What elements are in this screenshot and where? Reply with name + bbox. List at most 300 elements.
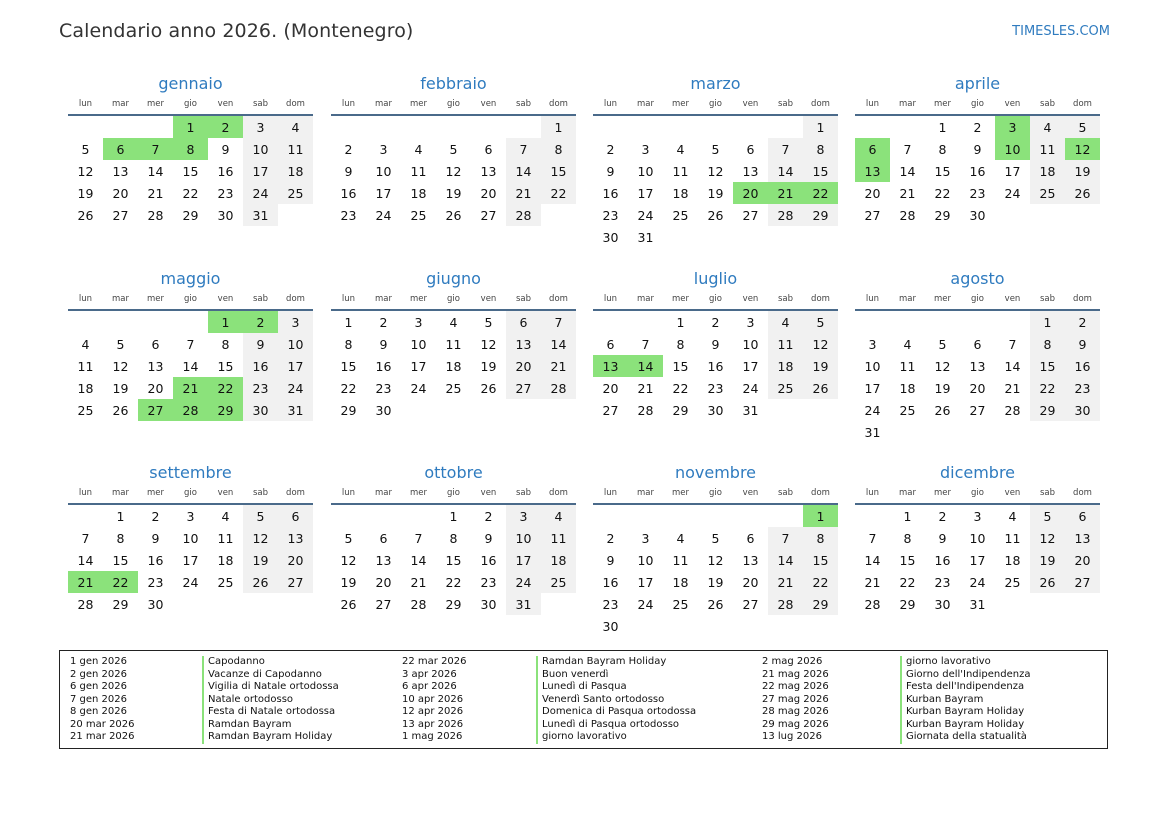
day-cell[interactable]: 20 xyxy=(602,380,619,396)
day-cell[interactable]: 7 xyxy=(506,138,541,160)
day-cell[interactable]: 27 xyxy=(138,399,173,421)
day-cell[interactable]: 5 xyxy=(938,336,947,352)
day-cell[interactable]: 2 xyxy=(344,141,353,157)
day-cell[interactable]: 24 xyxy=(410,380,427,396)
day-cell[interactable]: 18 xyxy=(672,185,689,201)
day-cell[interactable]: 7 xyxy=(868,530,877,546)
day-cell[interactable]: 26 xyxy=(112,402,129,418)
day-cell[interactable]: 25 xyxy=(217,574,234,590)
day-cell[interactable]: 23 xyxy=(375,380,392,396)
day-cell[interactable]: 27 xyxy=(602,402,619,418)
day-cell[interactable]: 14 xyxy=(182,358,199,374)
day-cell[interactable]: 3 xyxy=(506,504,541,527)
day-cell[interactable]: 20 xyxy=(112,185,129,201)
day-cell[interactable]: 8 xyxy=(1030,333,1065,355)
day-cell[interactable]: 23 xyxy=(217,185,234,201)
day-cell[interactable]: 23 xyxy=(480,574,497,590)
day-cell[interactable]: 5 xyxy=(1065,115,1100,138)
day-cell[interactable]: 16 xyxy=(147,552,164,568)
day-cell[interactable]: 31 xyxy=(506,593,541,615)
day-cell[interactable]: 12 xyxy=(707,552,724,568)
day-cell[interactable]: 10 xyxy=(995,138,1030,160)
day-cell[interactable]: 20 xyxy=(733,182,768,204)
day-cell[interactable]: 2 xyxy=(379,314,388,330)
day-cell[interactable]: 28 xyxy=(768,204,803,226)
day-cell[interactable]: 27 xyxy=(742,207,759,223)
day-cell[interactable]: 27 xyxy=(864,207,881,223)
day-cell[interactable]: 23 xyxy=(340,207,357,223)
day-cell[interactable]: 23 xyxy=(934,574,951,590)
day-cell[interactable]: 27 xyxy=(742,596,759,612)
day-cell[interactable]: 30 xyxy=(480,596,497,612)
day-cell[interactable]: 10 xyxy=(864,358,881,374)
day-cell[interactable]: 31 xyxy=(864,424,881,440)
day-cell[interactable]: 12 xyxy=(1030,527,1065,549)
day-cell[interactable]: 8 xyxy=(803,527,838,549)
day-cell[interactable]: 15 xyxy=(112,552,129,568)
day-cell[interactable]: 4 xyxy=(278,115,313,138)
day-cell[interactable]: 16 xyxy=(934,552,951,568)
day-cell[interactable]: 31 xyxy=(969,596,986,612)
day-cell[interactable]: 23 xyxy=(243,377,278,399)
day-cell[interactable]: 20 xyxy=(147,380,164,396)
day-cell[interactable]: 22 xyxy=(934,185,951,201)
day-cell[interactable]: 14 xyxy=(77,552,94,568)
day-cell[interactable]: 19 xyxy=(480,358,497,374)
day-cell[interactable]: 12 xyxy=(340,552,357,568)
day-cell[interactable]: 11 xyxy=(541,527,576,549)
day-cell[interactable]: 15 xyxy=(899,552,916,568)
day-cell[interactable]: 23 xyxy=(602,596,619,612)
day-cell[interactable]: 21 xyxy=(68,571,103,593)
day-cell[interactable]: 15 xyxy=(445,552,462,568)
day-cell[interactable]: 25 xyxy=(768,377,803,399)
day-cell[interactable]: 20 xyxy=(375,574,392,590)
day-cell[interactable]: 21 xyxy=(410,574,427,590)
day-cell[interactable]: 25 xyxy=(541,571,576,593)
day-cell[interactable]: 18 xyxy=(899,380,916,396)
day-cell[interactable]: 19 xyxy=(707,185,724,201)
day-cell[interactable]: 1 xyxy=(208,310,243,333)
day-cell[interactable]: 17 xyxy=(637,574,654,590)
day-cell[interactable]: 2 xyxy=(208,115,243,138)
day-cell[interactable]: 1 xyxy=(344,314,353,330)
day-cell[interactable]: 27 xyxy=(506,377,541,399)
day-cell[interactable]: 22 xyxy=(340,380,357,396)
day-cell[interactable]: 15 xyxy=(803,160,838,182)
day-cell[interactable]: 18 xyxy=(672,574,689,590)
day-cell[interactable]: 3 xyxy=(995,115,1030,138)
day-cell[interactable]: 20 xyxy=(480,185,497,201)
day-cell[interactable]: 3 xyxy=(379,141,388,157)
day-cell[interactable]: 4 xyxy=(676,141,685,157)
day-cell[interactable]: 25 xyxy=(278,182,313,204)
day-cell[interactable]: 12 xyxy=(803,333,838,355)
day-cell[interactable]: 20 xyxy=(278,549,313,571)
day-cell[interactable]: 8 xyxy=(803,138,838,160)
day-cell[interactable]: 10 xyxy=(243,138,278,160)
day-cell[interactable]: 28 xyxy=(637,402,654,418)
day-cell[interactable]: 5 xyxy=(116,336,125,352)
day-cell[interactable]: 8 xyxy=(903,530,912,546)
day-cell[interactable]: 12 xyxy=(77,163,94,179)
day-cell[interactable]: 25 xyxy=(77,402,94,418)
day-cell[interactable]: 1 xyxy=(1030,310,1065,333)
day-cell[interactable]: 16 xyxy=(217,163,234,179)
day-cell[interactable]: 19 xyxy=(1030,549,1065,571)
day-cell[interactable]: 27 xyxy=(278,571,313,593)
day-cell[interactable]: 7 xyxy=(414,530,423,546)
day-cell[interactable]: 29 xyxy=(340,402,357,418)
day-cell[interactable]: 22 xyxy=(541,182,576,204)
day-cell[interactable]: 7 xyxy=(641,336,650,352)
day-cell[interactable]: 3 xyxy=(278,310,313,333)
day-cell[interactable]: 18 xyxy=(77,380,94,396)
day-cell[interactable]: 11 xyxy=(77,358,94,374)
day-cell[interactable]: 19 xyxy=(803,355,838,377)
day-cell[interactable]: 12 xyxy=(480,336,497,352)
day-cell[interactable]: 19 xyxy=(77,185,94,201)
day-cell[interactable]: 5 xyxy=(81,141,90,157)
day-cell[interactable]: 12 xyxy=(1065,138,1100,160)
day-cell[interactable]: 24 xyxy=(506,571,541,593)
day-cell[interactable]: 28 xyxy=(77,596,94,612)
day-cell[interactable]: 26 xyxy=(77,207,94,223)
day-cell[interactable]: 9 xyxy=(606,552,615,568)
day-cell[interactable]: 17 xyxy=(410,358,427,374)
day-cell[interactable]: 15 xyxy=(182,163,199,179)
day-cell[interactable]: 24 xyxy=(637,207,654,223)
day-cell[interactable]: 23 xyxy=(1065,377,1100,399)
day-cell[interactable]: 21 xyxy=(147,185,164,201)
day-cell[interactable]: 8 xyxy=(938,141,947,157)
day-cell[interactable]: 24 xyxy=(182,574,199,590)
day-cell[interactable]: 2 xyxy=(606,530,615,546)
day-cell[interactable]: 10 xyxy=(742,336,759,352)
day-cell[interactable]: 13 xyxy=(147,358,164,374)
day-cell[interactable]: 27 xyxy=(375,596,392,612)
day-cell[interactable]: 30 xyxy=(934,596,951,612)
day-cell[interactable]: 11 xyxy=(278,138,313,160)
day-cell[interactable]: 21 xyxy=(864,574,881,590)
day-cell[interactable]: 20 xyxy=(742,574,759,590)
day-cell[interactable]: 5 xyxy=(344,530,353,546)
day-cell[interactable]: 9 xyxy=(379,336,388,352)
day-cell[interactable]: 10 xyxy=(375,163,392,179)
day-cell[interactable]: 6 xyxy=(855,138,890,160)
day-cell[interactable]: 18 xyxy=(410,185,427,201)
day-cell[interactable]: 22 xyxy=(899,574,916,590)
day-cell[interactable]: 14 xyxy=(541,333,576,355)
day-cell[interactable]: 1 xyxy=(449,508,458,524)
day-cell[interactable]: 11 xyxy=(1004,530,1021,546)
day-cell[interactable]: 12 xyxy=(934,358,951,374)
day-cell[interactable]: 16 xyxy=(340,185,357,201)
day-cell[interactable]: 4 xyxy=(903,336,912,352)
day-cell[interactable]: 25 xyxy=(672,207,689,223)
day-cell[interactable]: 31 xyxy=(278,399,313,421)
day-cell[interactable]: 18 xyxy=(278,160,313,182)
day-cell[interactable]: 26 xyxy=(803,377,838,399)
day-cell[interactable]: 1 xyxy=(938,119,947,135)
day-cell[interactable]: 9 xyxy=(1065,333,1100,355)
day-cell[interactable]: 6 xyxy=(151,336,160,352)
day-cell[interactable]: 5 xyxy=(243,504,278,527)
day-cell[interactable]: 28 xyxy=(899,207,916,223)
day-cell[interactable]: 9 xyxy=(973,141,982,157)
day-cell[interactable]: 17 xyxy=(375,185,392,201)
day-cell[interactable]: 29 xyxy=(672,402,689,418)
day-cell[interactable]: 17 xyxy=(243,160,278,182)
day-cell[interactable]: 29 xyxy=(182,207,199,223)
day-cell[interactable]: 29 xyxy=(208,399,243,421)
day-cell[interactable]: 23 xyxy=(969,185,986,201)
day-cell[interactable]: 1 xyxy=(803,115,838,138)
day-cell[interactable]: 22 xyxy=(182,185,199,201)
day-cell[interactable]: 12 xyxy=(112,358,129,374)
day-cell[interactable]: 13 xyxy=(855,160,890,182)
day-cell[interactable]: 18 xyxy=(1004,552,1021,568)
day-cell[interactable]: 8 xyxy=(449,530,458,546)
day-cell[interactable]: 21 xyxy=(637,380,654,396)
day-cell[interactable]: 11 xyxy=(1030,138,1065,160)
day-cell[interactable]: 26 xyxy=(707,207,724,223)
day-cell[interactable]: 1 xyxy=(541,115,576,138)
day-cell[interactable]: 14 xyxy=(147,163,164,179)
day-cell[interactable]: 7 xyxy=(903,141,912,157)
day-cell[interactable]: 26 xyxy=(445,207,462,223)
day-cell[interactable]: 13 xyxy=(278,527,313,549)
day-cell[interactable]: 18 xyxy=(1030,160,1065,182)
day-cell[interactable]: 21 xyxy=(541,355,576,377)
day-cell[interactable]: 22 xyxy=(803,571,838,593)
day-cell[interactable]: 16 xyxy=(480,552,497,568)
day-cell[interactable]: 29 xyxy=(899,596,916,612)
day-cell[interactable]: 26 xyxy=(480,380,497,396)
day-cell[interactable]: 13 xyxy=(375,552,392,568)
day-cell[interactable]: 14 xyxy=(628,355,663,377)
day-cell[interactable]: 21 xyxy=(1004,380,1021,396)
day-cell[interactable]: 2 xyxy=(938,508,947,524)
day-cell[interactable]: 24 xyxy=(375,207,392,223)
day-cell[interactable]: 5 xyxy=(1030,504,1065,527)
day-cell[interactable]: 13 xyxy=(969,358,986,374)
day-cell[interactable]: 28 xyxy=(147,207,164,223)
day-cell[interactable]: 14 xyxy=(768,160,803,182)
day-cell[interactable]: 11 xyxy=(672,552,689,568)
day-cell[interactable]: 16 xyxy=(243,355,278,377)
day-cell[interactable]: 18 xyxy=(217,552,234,568)
day-cell[interactable]: 1 xyxy=(903,508,912,524)
day-cell[interactable]: 12 xyxy=(445,163,462,179)
day-cell[interactable]: 17 xyxy=(182,552,199,568)
day-cell[interactable]: 19 xyxy=(707,574,724,590)
day-cell[interactable]: 30 xyxy=(1065,399,1100,421)
day-cell[interactable]: 1 xyxy=(116,508,125,524)
day-cell[interactable]: 28 xyxy=(410,596,427,612)
day-cell[interactable]: 10 xyxy=(969,530,986,546)
day-cell[interactable]: 8 xyxy=(116,530,125,546)
day-cell[interactable]: 7 xyxy=(768,138,803,160)
day-cell[interactable]: 20 xyxy=(506,355,541,377)
day-cell[interactable]: 2 xyxy=(484,508,493,524)
day-cell[interactable]: 20 xyxy=(969,380,986,396)
day-cell[interactable]: 11 xyxy=(768,333,803,355)
day-cell[interactable]: 24 xyxy=(969,574,986,590)
day-cell[interactable]: 17 xyxy=(506,549,541,571)
day-cell[interactable]: 23 xyxy=(147,574,164,590)
day-cell[interactable]: 5 xyxy=(484,314,493,330)
day-cell[interactable]: 1 xyxy=(803,504,838,527)
day-cell[interactable]: 18 xyxy=(445,358,462,374)
day-cell[interactable]: 29 xyxy=(1030,399,1065,421)
day-cell[interactable]: 21 xyxy=(173,377,208,399)
day-cell[interactable]: 17 xyxy=(742,358,759,374)
day-cell[interactable]: 29 xyxy=(112,596,129,612)
day-cell[interactable]: 13 xyxy=(742,163,759,179)
day-cell[interactable]: 19 xyxy=(243,549,278,571)
day-cell[interactable]: 30 xyxy=(147,596,164,612)
day-cell[interactable]: 4 xyxy=(1030,115,1065,138)
day-cell[interactable]: 19 xyxy=(1065,160,1100,182)
day-cell[interactable]: 1 xyxy=(173,115,208,138)
day-cell[interactable]: 6 xyxy=(746,141,755,157)
day-cell[interactable]: 17 xyxy=(1004,163,1021,179)
day-cell[interactable]: 30 xyxy=(602,229,619,245)
day-cell[interactable]: 12 xyxy=(243,527,278,549)
day-cell[interactable]: 22 xyxy=(803,182,838,204)
day-cell[interactable]: 11 xyxy=(445,336,462,352)
day-cell[interactable]: 10 xyxy=(506,527,541,549)
day-cell[interactable]: 3 xyxy=(186,508,195,524)
day-cell[interactable]: 25 xyxy=(1030,182,1065,204)
day-cell[interactable]: 6 xyxy=(973,336,982,352)
day-cell[interactable]: 11 xyxy=(672,163,689,179)
day-cell[interactable]: 27 xyxy=(969,402,986,418)
day-cell[interactable]: 2 xyxy=(711,314,720,330)
day-cell[interactable]: 3 xyxy=(641,141,650,157)
day-cell[interactable]: 13 xyxy=(112,163,129,179)
day-cell[interactable]: 11 xyxy=(899,358,916,374)
day-cell[interactable]: 13 xyxy=(593,355,628,377)
day-cell[interactable]: 28 xyxy=(864,596,881,612)
day-cell[interactable]: 6 xyxy=(103,138,138,160)
day-cell[interactable]: 31 xyxy=(243,204,278,226)
day-cell[interactable]: 13 xyxy=(506,333,541,355)
day-cell[interactable]: 26 xyxy=(243,571,278,593)
day-cell[interactable]: 30 xyxy=(375,402,392,418)
day-cell[interactable]: 3 xyxy=(641,530,650,546)
day-cell[interactable]: 23 xyxy=(602,207,619,223)
day-cell[interactable]: 4 xyxy=(541,504,576,527)
day-cell[interactable]: 6 xyxy=(278,504,313,527)
day-cell[interactable]: 9 xyxy=(344,163,353,179)
day-cell[interactable]: 7 xyxy=(1008,336,1017,352)
day-cell[interactable]: 7 xyxy=(186,336,195,352)
day-cell[interactable]: 22 xyxy=(103,571,138,593)
day-cell[interactable]: 1 xyxy=(676,314,685,330)
day-cell[interactable]: 29 xyxy=(934,207,951,223)
day-cell[interactable]: 14 xyxy=(899,163,916,179)
day-cell[interactable]: 18 xyxy=(768,355,803,377)
day-cell[interactable]: 14 xyxy=(1004,358,1021,374)
day-cell[interactable]: 6 xyxy=(606,336,615,352)
day-cell[interactable]: 9 xyxy=(938,530,947,546)
day-cell[interactable]: 6 xyxy=(506,310,541,333)
day-cell[interactable]: 17 xyxy=(969,552,986,568)
day-cell[interactable]: 24 xyxy=(742,380,759,396)
day-cell[interactable]: 9 xyxy=(243,333,278,355)
day-cell[interactable]: 14 xyxy=(864,552,881,568)
day-cell[interactable]: 14 xyxy=(506,160,541,182)
day-cell[interactable]: 18 xyxy=(541,549,576,571)
day-cell[interactable]: 22 xyxy=(445,574,462,590)
day-cell[interactable]: 13 xyxy=(742,552,759,568)
day-cell[interactable]: 24 xyxy=(243,182,278,204)
day-cell[interactable]: 3 xyxy=(973,508,982,524)
day-cell[interactable]: 27 xyxy=(1065,571,1100,593)
day-cell[interactable]: 8 xyxy=(173,138,208,160)
day-cell[interactable]: 16 xyxy=(375,358,392,374)
day-cell[interactable]: 22 xyxy=(1030,377,1065,399)
day-cell[interactable]: 3 xyxy=(243,115,278,138)
day-cell[interactable]: 9 xyxy=(484,530,493,546)
day-cell[interactable]: 26 xyxy=(1030,571,1065,593)
day-cell[interactable]: 2 xyxy=(151,508,160,524)
day-cell[interactable]: 19 xyxy=(445,185,462,201)
day-cell[interactable]: 29 xyxy=(445,596,462,612)
day-cell[interactable]: 13 xyxy=(1065,527,1100,549)
day-cell[interactable]: 15 xyxy=(672,358,689,374)
day-cell[interactable]: 17 xyxy=(278,355,313,377)
day-cell[interactable]: 28 xyxy=(506,204,541,226)
day-cell[interactable]: 25 xyxy=(445,380,462,396)
day-cell[interactable]: 10 xyxy=(410,336,427,352)
day-cell[interactable]: 6 xyxy=(379,530,388,546)
day-cell[interactable]: 24 xyxy=(278,377,313,399)
day-cell[interactable]: 2 xyxy=(243,310,278,333)
day-cell[interactable]: 22 xyxy=(672,380,689,396)
day-cell[interactable]: 24 xyxy=(1004,185,1021,201)
day-cell[interactable]: 20 xyxy=(864,185,881,201)
day-cell[interactable]: 22 xyxy=(208,377,243,399)
day-cell[interactable]: 5 xyxy=(449,141,458,157)
day-cell[interactable]: 31 xyxy=(637,229,654,245)
day-cell[interactable]: 15 xyxy=(217,358,234,374)
day-cell[interactable]: 6 xyxy=(746,530,755,546)
day-cell[interactable]: 5 xyxy=(711,530,720,546)
day-cell[interactable]: 29 xyxy=(803,204,838,226)
day-cell[interactable]: 4 xyxy=(449,314,458,330)
day-cell[interactable]: 28 xyxy=(541,377,576,399)
day-cell[interactable]: 30 xyxy=(602,618,619,634)
day-cell[interactable]: 10 xyxy=(278,333,313,355)
day-cell[interactable]: 4 xyxy=(221,508,230,524)
day-cell[interactable]: 7 xyxy=(541,310,576,333)
day-cell[interactable]: 30 xyxy=(969,207,986,223)
day-cell[interactable]: 2 xyxy=(973,119,982,135)
day-cell[interactable]: 11 xyxy=(217,530,234,546)
day-cell[interactable]: 27 xyxy=(480,207,497,223)
day-cell[interactable]: 8 xyxy=(221,336,230,352)
day-cell[interactable]: 8 xyxy=(541,138,576,160)
day-cell[interactable]: 2 xyxy=(1065,310,1100,333)
day-cell[interactable]: 19 xyxy=(340,574,357,590)
day-cell[interactable]: 9 xyxy=(606,163,615,179)
day-cell[interactable]: 21 xyxy=(899,185,916,201)
day-cell[interactable]: 4 xyxy=(1008,508,1017,524)
day-cell[interactable]: 29 xyxy=(803,593,838,615)
